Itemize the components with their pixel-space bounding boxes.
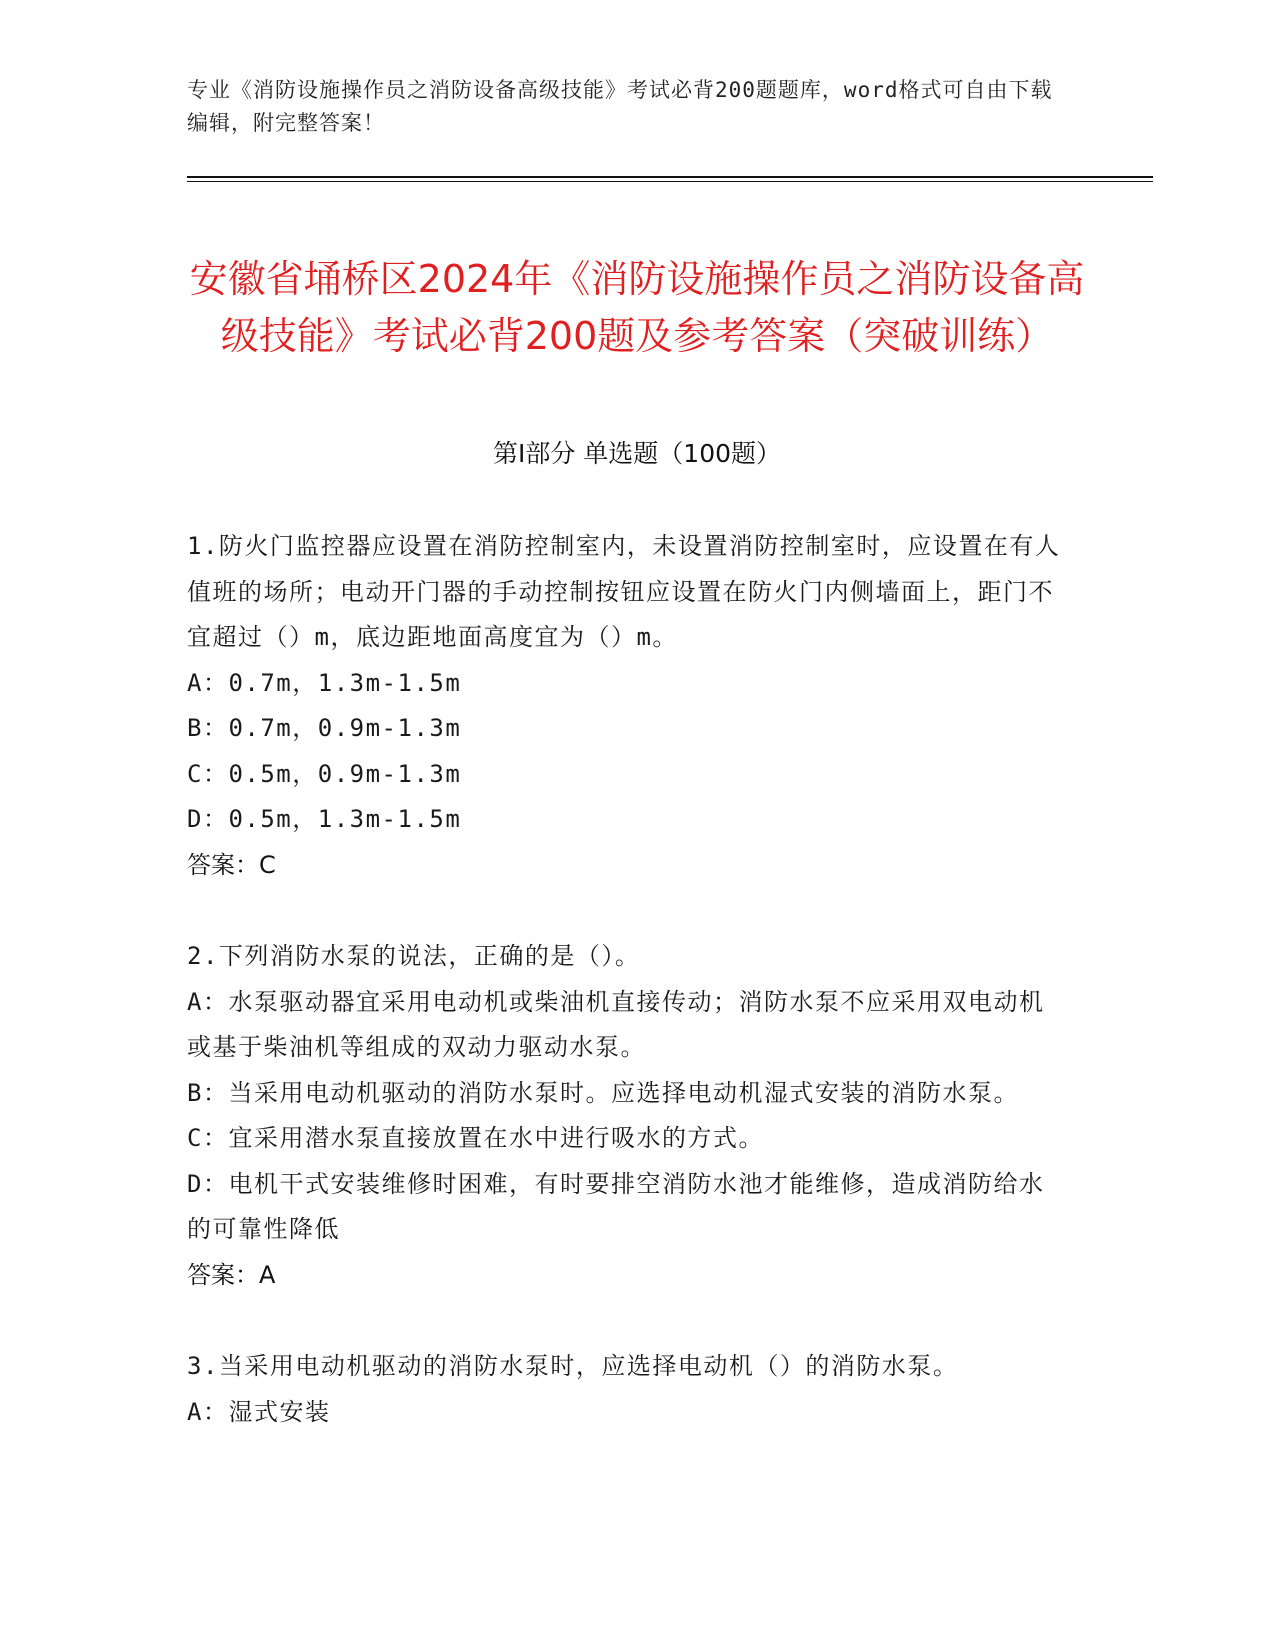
question-list	[187, 524, 1067, 1481]
question-item	[187, 1344, 1067, 1435]
answer-line: 答案：C	[187, 850, 276, 879]
question-stem: 1.防火门监控器应设置在消防控制室内，未设置消防控制室时，应设置在有人值班的场所；电动开门器的手动控制按钮应设置在防火门内侧墙面上，距门不宜超过（）m，底边距地面高度宜为（）m。	[187, 532, 1061, 651]
option-b: B：0.7m，0.9m-1.3m	[187, 714, 462, 742]
question-item	[187, 934, 1067, 1298]
header-divider-thin	[187, 181, 1153, 182]
question-stem: 3.当采用电动机驱动的消防水泵时，应选择电动机（）的消防水泵。	[187, 1352, 959, 1380]
answer-line: 答案：A	[187, 1260, 276, 1289]
document-title: 安徽省埇桥区2024年《消防设施操作员之消防设备高级技能》考试必背200题及参考答案（突破训练）	[189, 257, 1085, 359]
option-a: A：水泵驱动器宜采用电动机或柴油机直接传动；消防水泵不应采用双电动机或基于柴油机等组成的双动力驱动水泵。	[187, 987, 1045, 1061]
option-a: A：0.7m，1.3m-1.5m	[187, 668, 462, 697]
header-divider-thick	[187, 176, 1153, 178]
header-note: 专业《消防设施操作员之消防设备高级技能》考试必背200题题库，word格式可自由下载编辑，附完整答案！	[187, 78, 1053, 135]
section-heading: 第I部分 单选题（100题）	[492, 439, 782, 468]
option-d: D：0.5m，1.3m-1.5m	[187, 805, 462, 833]
question-stem: 2.下列消防水泵的说法，正确的是（）。	[187, 942, 641, 970]
option-b: B：当采用电动机驱动的消防水泵时。应选择电动机湿式安装的消防水泵。	[187, 1078, 1019, 1107]
option-a: A：湿式安装	[187, 1397, 331, 1426]
option-c: C：0.5m，0.9m-1.3m	[187, 759, 462, 788]
option-c: C：宜采用潜水泵直接放置在水中进行吸水的方式。	[187, 1124, 764, 1152]
question-item	[187, 524, 1067, 888]
option-d: D：电机干式安装维修时困难，有时要排空消防水池才能维修，造成消防给水的可靠性降低	[187, 1169, 1045, 1243]
